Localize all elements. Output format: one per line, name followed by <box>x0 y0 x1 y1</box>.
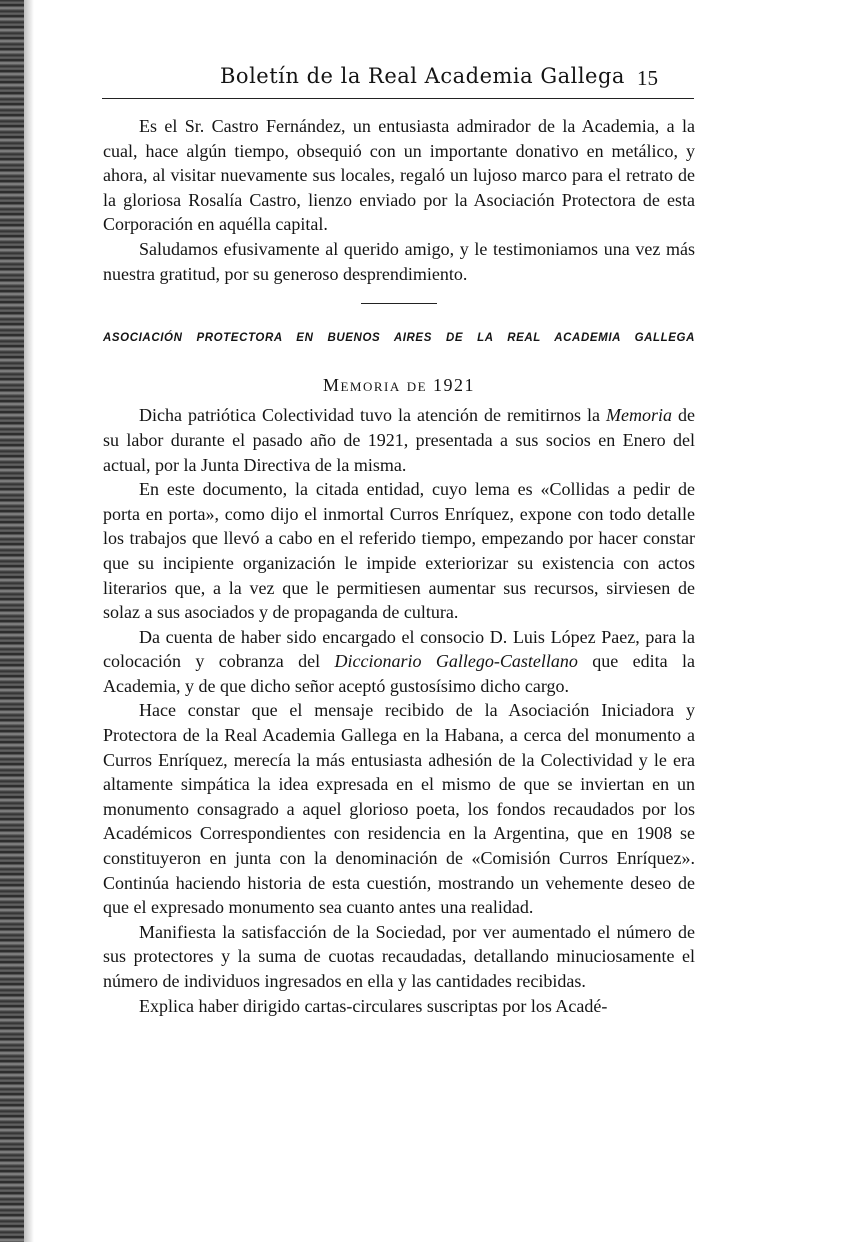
page-number: 15 <box>637 66 658 90</box>
paragraph-satisfaccion: Manifiesta la satisfacción de la Sociedad, por ver aumentado el número de sus protectores y la suma de cuotas recaudadas, detallando minuciosamente el número de individuos ingresados en ella y las cantidades recibidas. <box>103 921 695 991</box>
paragraph-lopez-paez <box>103 625 695 699</box>
page-body <box>103 114 695 1018</box>
paragraph-text: Dicha patriótica Colectividad tuvo la atención de remitirnos la <box>139 405 606 426</box>
paragraph-castro-fernandez: Es el Sr. Castro Fernández, un entusiasta admirador de la Academia, a la cual, hace algún tiempo, obsequió con un importante donativo en metálico, y ahora, al visitar nuevamente sus locales, regaló un lujoso marco para el retrato de la gloriosa Rosalía Castro, lienzo enviado por la Asociación Protectora de esta Corporación en aquélla capital. <box>103 116 695 235</box>
journal-title: Boletín de la Real Academia Gallega <box>220 64 625 88</box>
gutter-shadow <box>24 0 34 1242</box>
paragraph-dicha-colectividad <box>103 403 695 477</box>
paragraph-text: Da cuenta de haber sido encargado el consocio D. Luis López Paez, para la colocación y cobranza del <box>103 626 695 672</box>
memoria-subheading: Memoria de 1921 <box>322 374 476 395</box>
paragraph-mensaje-habana: Hace constar que el mensaje recibido de la Asociación Iniciadora y Protectora de la Real Academia Gallega en la Habana, a cerca del monumento a Curros Enríquez, merecía la más entusiasta adhesión de la Colectividad y le era altamente simpática la idea expresada en el mismo de que se inviertan en un monumento consagrado a aquel glorioso poeta, los fondos recaudados por los Académicos Correspondientes con residencia en la Argentina, que en 1908 se constituyeron en junta con la denominación de «Comisión Curros Enríquez». Continúa haciendo historia de esta cuestión, mostrando un vehemente deseo de que el expresado monumento sea cuanto antes una realidad. <box>103 700 695 918</box>
italic-title: Memoria <box>605 405 672 426</box>
paragraph-saludamos: Saludamos efusivamente al querido amigo, y le testimoniamos una vez más nuestra gratitud, por su generoso desprendimiento. <box>103 238 695 284</box>
section-heading: ASOCIACIÓN PROTECTORA EN BUENOS AIRES DE LA REAL ACADEMIA GALLEGA <box>103 332 695 345</box>
paragraph-cartas-circulares: Explica haber dirigido cartas-circulares suscriptas por los Acadé- <box>139 995 608 1016</box>
italic-title: Diccionario Gallego-Castellano <box>334 651 578 672</box>
paragraph-text: que edita la Academia, y de que dicho señor aceptó gustosísimo dicho cargo. <box>103 651 695 696</box>
book-binding-edge <box>0 0 24 1242</box>
running-header <box>102 60 694 99</box>
paragraph-text: de su labor durante el pasado año de 1921, presentada a sus socios en Enero del actual, por la Junta Directiva de la misma. <box>103 405 695 475</box>
paragraph-documento: En este documento, la citada entidad, cuyo lema es «Collidas a pedir de porta en porta», como dijo el inmortal Curros Enríquez, expone con todo detalle los trabajos que llevó a cabo en el referido tiempo, empezando por hacer constar que su incipiente organización le impide exteriorizar su existencia con actos literarios que, a la vez que le permitiesen aumentar sus recursos, sirviesen de solaz a sus asociados y de propaganda de cultura. <box>103 479 695 623</box>
section-divider <box>361 303 437 304</box>
